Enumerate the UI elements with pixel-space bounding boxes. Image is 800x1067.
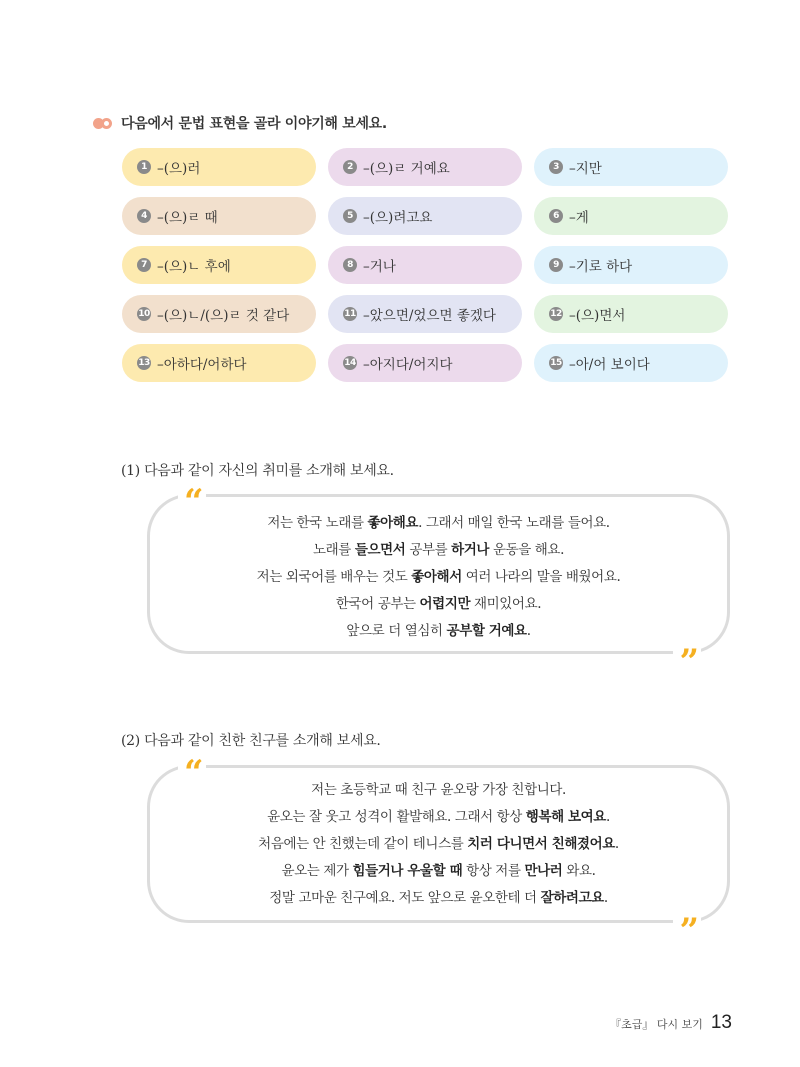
grammar-label: –(으)러 <box>157 161 201 177</box>
exercise-2-speech-bubble <box>147 753 730 951</box>
text-segment: 항상 저를 <box>462 863 525 879</box>
number-badge: 1 <box>137 160 151 174</box>
grammar-highlight: 좋아해요 <box>367 515 419 531</box>
grammar-highlight: 하거나 <box>451 542 490 558</box>
grammar-label: –(으)ㄹ 거예요 <box>363 161 450 177</box>
page-number: 13 <box>710 1012 732 1033</box>
grammar-label: –아/어 보이다 <box>569 357 650 373</box>
grammar-expression-grid <box>122 148 728 382</box>
text-segment: . <box>614 836 619 852</box>
text-segment: 저는 외국어를 배우는 것도 <box>256 569 412 585</box>
grammar-label: –거나 <box>363 259 396 275</box>
grammar-item-8 <box>328 246 522 284</box>
grammar-label: –(으)ㄹ 때 <box>157 210 218 226</box>
grammar-label: –게 <box>569 210 589 226</box>
example-line <box>150 885 727 912</box>
exercise-2-example-text <box>150 768 727 912</box>
grammar-label: –(으)려고요 <box>363 210 433 226</box>
double-circle-bullet-icon <box>93 117 113 129</box>
grammar-item-14 <box>328 344 522 382</box>
grammar-item-2 <box>328 148 522 186</box>
text-segment: 노래를 <box>313 542 355 558</box>
number-badge: 3 <box>549 160 563 174</box>
section-title: 『초급』 다시 보기 <box>610 1018 703 1031</box>
text-segment: 여러 나라의 말을 배웠어요. <box>461 569 621 585</box>
grammar-item-7 <box>122 246 316 284</box>
grammar-label: –(으)면서 <box>569 308 626 324</box>
text-segment: 한국어 공부는 <box>335 596 420 612</box>
grammar-highlight: 공부할 거예요 <box>446 623 527 639</box>
number-badge: 15 <box>550 358 562 368</box>
grammar-label: –(으)ㄴ 후에 <box>157 259 231 275</box>
number-badge: 2 <box>343 160 357 174</box>
number-badge: 14 <box>344 358 356 368</box>
example-line <box>150 537 727 564</box>
example-line <box>150 858 727 885</box>
grammar-highlight: 만나러 <box>524 863 563 879</box>
text-segment: 재미있어요. <box>470 596 542 612</box>
instruction-text: 다음에서 문법 표현을 골라 이야기해 보세요. <box>121 116 387 132</box>
text-segment: . <box>603 890 608 906</box>
number-badge: 10 <box>138 309 150 319</box>
number-badge: 13 <box>138 358 150 368</box>
grammar-label: –기로 하다 <box>569 259 633 275</box>
grammar-label: –아지다/어지다 <box>363 357 453 373</box>
example-line <box>150 831 727 858</box>
number-badge: 9 <box>549 258 563 272</box>
number-badge: 7 <box>137 258 151 272</box>
open-quote-icon: “ <box>178 486 206 502</box>
grammar-label: –았으면/었으면 좋겠다 <box>363 308 496 324</box>
example-line <box>150 777 727 804</box>
example-line <box>150 591 727 618</box>
number-badge: 5 <box>343 209 357 223</box>
grammar-item-3 <box>534 148 728 186</box>
grammar-label: –지만 <box>569 161 602 177</box>
example-line <box>150 510 727 537</box>
text-segment: . 그래서 매일 한국 노래를 들어요. <box>418 515 610 531</box>
text-segment: . <box>526 623 531 639</box>
grammar-item-9 <box>534 246 728 284</box>
grammar-highlight: 힘들거나 우울할 때 <box>352 863 463 879</box>
grammar-label: –아하다/어하다 <box>157 357 247 373</box>
close-quote-icon: ” <box>673 646 701 662</box>
number-badge: 4 <box>137 209 151 223</box>
number-badge: 11 <box>344 309 356 319</box>
grammar-highlight: 치러 다니면서 친해졌어요 <box>467 836 615 852</box>
grammar-item-4 <box>122 197 316 235</box>
grammar-highlight: 좋아해서 <box>411 569 462 585</box>
page-footer <box>610 1012 732 1034</box>
grammar-item-1 <box>122 148 316 186</box>
text-segment: 윤오는 제가 <box>281 863 353 879</box>
text-segment: 운동을 해요. <box>489 542 564 558</box>
exercise-1-prompt: (1) 다음과 같이 자신의 취미를 소개해 보세요. <box>121 463 394 479</box>
number-badge: 8 <box>343 258 357 272</box>
example-line <box>150 564 727 591</box>
grammar-highlight: 들으면서 <box>354 542 406 558</box>
text-segment: 와요. <box>562 863 596 879</box>
number-badge: 6 <box>549 209 563 223</box>
grammar-highlight: 잘하려고요 <box>540 890 604 906</box>
grammar-item-13 <box>122 344 316 382</box>
text-segment: 처음에는 안 친했는데 같이 테니스를 <box>258 836 468 852</box>
open-quote-icon: “ <box>178 757 206 773</box>
grammar-item-12 <box>534 295 728 333</box>
instruction-header <box>93 113 387 133</box>
text-segment: 정말 고마운 친구예요. 저도 앞으로 윤오한테 더 <box>269 890 541 906</box>
grammar-label: –(으)ㄴ/(으)ㄹ 것 같다 <box>157 308 290 324</box>
grammar-item-5 <box>328 197 522 235</box>
exercise-1-speech-bubble <box>147 482 730 682</box>
example-line <box>150 618 727 645</box>
example-line <box>150 804 727 831</box>
grammar-item-15 <box>534 344 728 382</box>
text-segment: 윤오는 잘 웃고 성격이 활발해요. 그래서 항상 <box>267 809 526 825</box>
close-quote-icon: ” <box>673 915 701 931</box>
text-segment: . <box>605 809 610 825</box>
text-segment: 공부를 <box>405 542 452 558</box>
text-segment: 저는 한국 노래를 <box>267 515 368 531</box>
grammar-highlight: 행복해 보여요 <box>525 809 606 825</box>
number-badge: 12 <box>550 309 562 319</box>
grammar-item-10 <box>122 295 316 333</box>
grammar-item-11 <box>328 295 522 333</box>
exercise-2-prompt: (2) 다음과 같이 친한 친구를 소개해 보세요. <box>121 733 381 749</box>
text-segment: 저는 초등학교 때 친구 윤오랑 가장 친합니다. <box>311 782 566 798</box>
exercise-1-example-text <box>150 497 727 645</box>
grammar-item-6 <box>534 197 728 235</box>
text-segment: 앞으로 더 열심히 <box>346 623 447 639</box>
grammar-highlight: 어렵지만 <box>419 596 471 612</box>
